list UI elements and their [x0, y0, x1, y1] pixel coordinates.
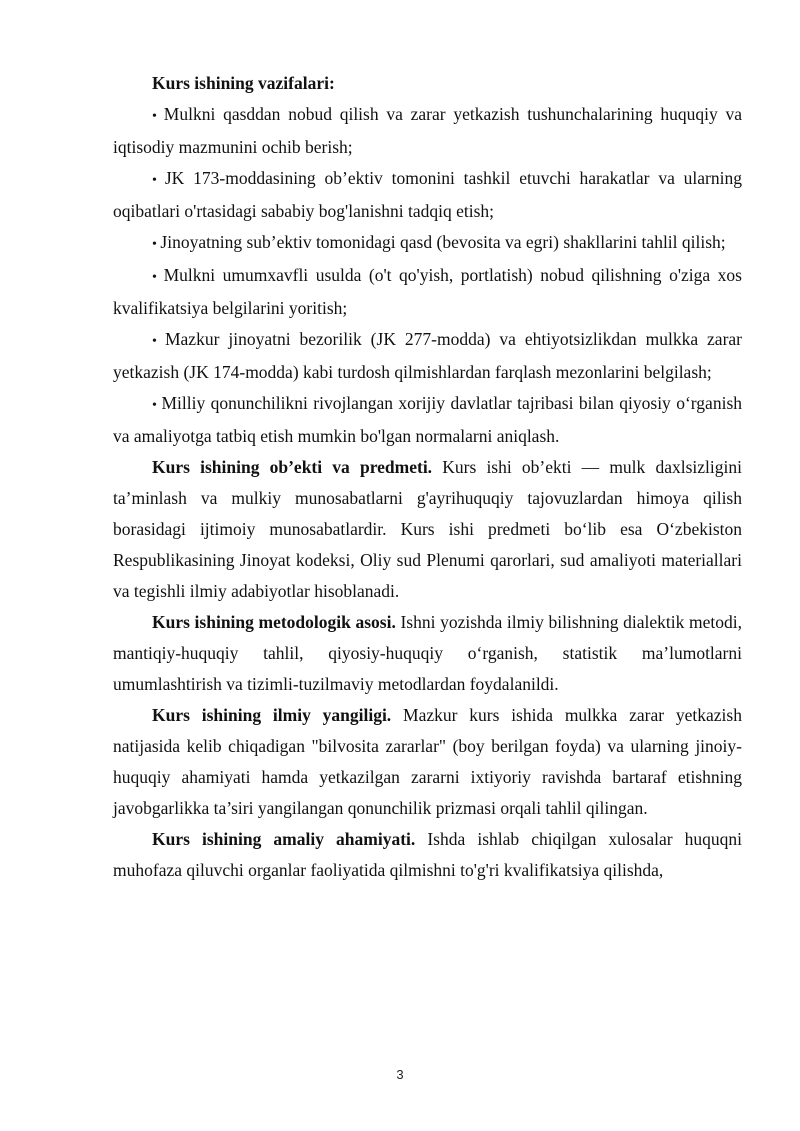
- page-content: [113, 68, 742, 886]
- paragraph-lead: Kurs ishining ob’ekti va predmeti.: [152, 457, 433, 477]
- list-item: • Mazkur jinoyatni bezorilik (JK 277-modda) va ehtiyotsizlikdan mulkka zarar yetkazish (JK 174-modda) kabi turdosh qilmishlardan farqlash mezonlarini belgilash;: [113, 324, 742, 388]
- list-item: • Mulkni umumxavfli usulda (o't qo'yish, portlatish) nobud qilishning o'ziga xos kvalifikatsiya belgilarini yoritish;: [113, 260, 742, 324]
- list-item: • JK 173-moddasining ob’ektiv tomonini tashkil etuvchi harakatlar va ularning oqibatlari o'rtasidagi sababiy bog'lanishni tadqiq etish;: [113, 163, 742, 227]
- paragraph-text: Ishda ishlab chiqilgan xulosalar huquqni muhofaza qiluvchi organlar faoliyatida qilmishni to'g'ri kvalifikatsiya qilishda,: [113, 829, 742, 880]
- list-item: • Jinoyatning sub’ektiv tomonidagi qasd (bevosita va egri) shakllarini tahlil qilish;: [113, 227, 742, 260]
- paragraph-text: Ishni yozishda ilmiy bilishning dialektik metodi, mantiqiy-huquqiy tahlil, qiyosiy-huquqiy o‘rganish, statistik ma’lumotlarni umumlashtirish va tizimli-tuzilmaviy metodlardan foydalanildi.: [113, 612, 742, 694]
- paragraph-lead: Kurs ishining metodologik asosi.: [152, 612, 396, 632]
- paragraph-novelty: [113, 700, 742, 824]
- paragraph-object-subject: [113, 452, 742, 607]
- paragraph-text: Mazkur kurs ishida mulkka zarar yetkazish natijasida kelib chiqadigan "bilvosita zararlar" (boy berilgan foyda) va ularning jinoiy-huquqiy ahamiyati hamda yetkazilgan zararni ixtiyoriy ravishda bartaraf etishning javobgarlikka ta’siri yangilangan qonunchilik prizmasi orqali tahlil qilingan.: [113, 705, 742, 818]
- paragraph-text: Kurs ishi ob’ekti — mulk daxlsizligini ta’minlash va mulkiy munosabatlarni g'ayrihuquqiy tajovuzlardan himoya qilish borasidagi ijtimoiy munosabatlardir. Kurs ishi predmeti bo‘lib esa O‘zbekiston Respublikasining Jinoyat kodeksi, Oliy sud Plenumi qarorlari, sud amaliyoti materiallari va tegishli ilmiy adabiyotlar hisoblanadi.: [113, 457, 742, 601]
- list-item: • Mulkni qasddan nobud qilish va zarar yetkazish tushunchalarining huquqiy va iqtisodiy mazmunini ochib berish;: [113, 99, 742, 163]
- list-item: • Milliy qonunchilikni rivojlangan xorijiy davlatlar tajribasi bilan qiyosiy o‘rganish va amaliyotga tatbiq etish mumkin bo'lgan normalarni aniqlash.: [113, 388, 742, 452]
- paragraph-methodology: [113, 607, 742, 700]
- paragraph-practical: [113, 824, 742, 886]
- paragraph-lead: Kurs ishining amaliy ahamiyati.: [152, 829, 416, 849]
- paragraph-lead: Kurs ishining ilmiy yangiligi.: [152, 705, 392, 725]
- section-heading: Kurs ishining vazifalari:: [152, 73, 335, 93]
- page-number: 3: [396, 1067, 404, 1082]
